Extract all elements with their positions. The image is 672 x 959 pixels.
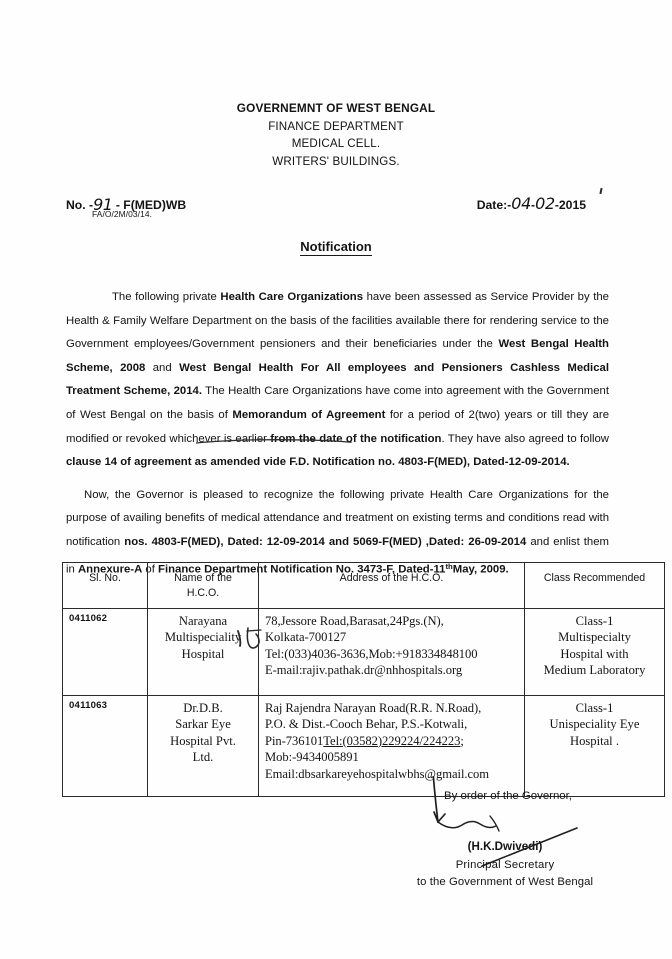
letterhead bbox=[0, 100, 672, 170]
address-semicolon: ; bbox=[460, 733, 464, 748]
hco-name-line: Hospital Pvt. bbox=[170, 733, 236, 748]
p1-bold-clause14: clause 14 of agreement as amended vide F.D. Notification no. 4803-F(MED), Dated-12-09-2014. bbox=[66, 456, 570, 469]
address-line: Raj Rajendra Narayan Road(R.R. N.Road), bbox=[265, 701, 482, 715]
letterhead-line-department: FINANCE DEPARTMENT bbox=[268, 119, 404, 133]
date-month-handwritten: 02 bbox=[535, 194, 555, 213]
table-row bbox=[63, 696, 665, 797]
hco-table bbox=[62, 562, 665, 797]
class-line: Medium Laboratory bbox=[543, 663, 646, 678]
page-title-text: Notification bbox=[300, 239, 372, 254]
date-year: -2015 bbox=[554, 198, 586, 212]
address-telephone-underlined: Tel:(03582)229224/224223 bbox=[323, 733, 461, 748]
address-line: 78,Jessore Road,Barasat,24Pgs.(N), bbox=[265, 614, 444, 628]
p2-superscript-th: th bbox=[445, 561, 453, 571]
address-pin: Pin-736101 bbox=[265, 733, 324, 748]
hco-name-line: Narayana bbox=[178, 614, 228, 628]
hco-name-lines bbox=[154, 613, 252, 662]
table-header-row bbox=[63, 563, 665, 609]
signature-block bbox=[380, 790, 630, 888]
p1-seg2: have been assessed as Service Provider by the Health & Family Welfare Department on the basis of the facilities available there for rendering service to the Government employees/Government pensioners and their beneficiaries under the bbox=[66, 291, 609, 351]
p1-bold-from-date: from the date of the notification bbox=[270, 432, 442, 445]
reference-file-code: FA/O/2M/03/14. bbox=[92, 209, 153, 219]
cell-hco-address bbox=[259, 609, 525, 696]
p1-seg6: . They have also agreed to follow bbox=[441, 432, 609, 445]
column-header-name-line2: H.C.O. bbox=[186, 586, 220, 599]
reference-number-handwritten: 91 bbox=[93, 195, 113, 214]
class-line: Unispeciality Eye bbox=[549, 717, 640, 732]
cell-sl-no: 0411062 bbox=[63, 609, 148, 696]
p1-seg3: and bbox=[145, 361, 180, 374]
cell-hco-name bbox=[148, 696, 259, 797]
signatory-government: to the Government of West Bengal bbox=[416, 876, 594, 888]
letterhead-line-building: WRITERS' BUILDINGS. bbox=[272, 154, 400, 168]
p1-bold-scheme-2008: West Bengal Health Scheme, 2008 bbox=[66, 338, 609, 374]
handwritten-underline-annotation bbox=[196, 433, 348, 438]
cell-sl-no: 0411063 bbox=[63, 696, 148, 797]
p2-seg3: of bbox=[142, 563, 159, 575]
table-header bbox=[63, 563, 665, 609]
cell-class-recommended bbox=[525, 609, 665, 696]
cell-hco-name bbox=[148, 609, 259, 696]
handwritten-underline-icon bbox=[196, 438, 356, 446]
address-line-email: E-mail:rajiv.pathak.dr@nhhospitals.org bbox=[265, 663, 463, 678]
page-title bbox=[0, 239, 672, 254]
p1-seg1: The following private bbox=[112, 291, 221, 303]
date-label: Date:- bbox=[476, 198, 512, 212]
column-header-name-line1: Name of the bbox=[174, 572, 232, 584]
p1-bold-moa: Memorandum of Agreement bbox=[232, 408, 386, 421]
p2-seg1: Now, the Governor is pleased to recognize the following private Health Care Organizations for the purpose of availing benefits of medical attendance and treatment on existing terms and conditions read with notification bbox=[66, 488, 609, 548]
cell-hco-address bbox=[259, 696, 525, 797]
class-line: Class-1 bbox=[575, 614, 614, 628]
p2-seg2: and enlist them in bbox=[66, 535, 609, 575]
letterhead-line-government: GOVERNEMNT OF WEST BENGAL bbox=[236, 101, 436, 115]
p1-seg4: The Health Care Organizations have come into agreement with the Government of West Bengal on the basis of bbox=[66, 385, 609, 421]
p1-bold-hco: Health Care Organizations bbox=[220, 291, 364, 303]
hco-name-line: Sarkar Eye bbox=[175, 717, 231, 732]
hco-table-container bbox=[62, 562, 646, 797]
reference-date bbox=[477, 194, 586, 213]
signatory-name: (H.K.Dwivedi) bbox=[467, 840, 543, 853]
table-body bbox=[63, 609, 665, 797]
class-line: Multispecialty bbox=[558, 630, 631, 645]
p2-bold-annexure: Annexure-A bbox=[77, 563, 143, 575]
p2-bold-notification-nos: nos. 4803-F(MED), Dated: 12-09-2014 and 5069-F(MED) ,Dated: 26-09-2014 bbox=[124, 535, 527, 548]
signatory-role: Principal Secretary bbox=[455, 859, 555, 871]
p2-bold-may-2009: May, 2009. bbox=[452, 563, 509, 575]
reference-row bbox=[66, 194, 620, 234]
address-line: Kolkata-700127 bbox=[265, 630, 347, 645]
date-separator: - bbox=[531, 198, 536, 212]
address-line-pin-tel bbox=[265, 733, 518, 749]
hco-name-line: Multispeciality bbox=[164, 630, 242, 645]
column-header-sl-no: Sl. No. bbox=[63, 563, 148, 609]
paragraph-assessment bbox=[66, 286, 609, 475]
class-line: Class-1 bbox=[575, 701, 614, 715]
class-line: Hospital with bbox=[560, 646, 629, 661]
column-header-class: Class Recommended bbox=[525, 563, 665, 609]
cell-class-recommended bbox=[525, 696, 665, 797]
p1-seg5: for a period of 2(two) years or till they are modified or revoked whichever is earlier bbox=[66, 408, 610, 445]
hco-name-line: Dr.D.B. bbox=[183, 701, 223, 715]
reference-number-prefix: No. - bbox=[66, 198, 94, 212]
stray-ink-mark bbox=[599, 188, 602, 194]
date-day-handwritten: 04 bbox=[511, 194, 531, 213]
address-line-mobile: Mob:-9434005891 bbox=[265, 750, 359, 765]
p2-bold-finance-notification: Finance Department Notification No. 3473-F, Dated-11 bbox=[158, 563, 446, 575]
address-line: Tel:(033)4036-3636,Mob:+918334848100 bbox=[265, 646, 478, 661]
class-line: Hospital . bbox=[570, 733, 619, 748]
address-line-email: Email:dbsarkareyehospitalwbhs@gmail.com bbox=[265, 766, 490, 781]
hco-name-line: Ltd. bbox=[192, 750, 214, 765]
reference-number-suffix: - F(MED)WB bbox=[112, 198, 187, 212]
column-header-address: Address of the H.C.O. bbox=[259, 563, 525, 609]
p1-bold-scheme-2014: West Bengal Health For All employees and Pensioners Cashless Medical Treatment Scheme, 2014. bbox=[66, 361, 609, 398]
column-header-name bbox=[148, 563, 259, 609]
address-line: P.O. & Dist.-Cooch Behar, P.S.-Kotwali, bbox=[265, 717, 468, 732]
by-order-line: By order of the Governor, bbox=[444, 790, 572, 802]
hco-name-line: Hospital bbox=[181, 646, 225, 661]
letterhead-line-cell: MEDICAL CELL. bbox=[291, 137, 381, 150]
table-row bbox=[63, 609, 665, 696]
